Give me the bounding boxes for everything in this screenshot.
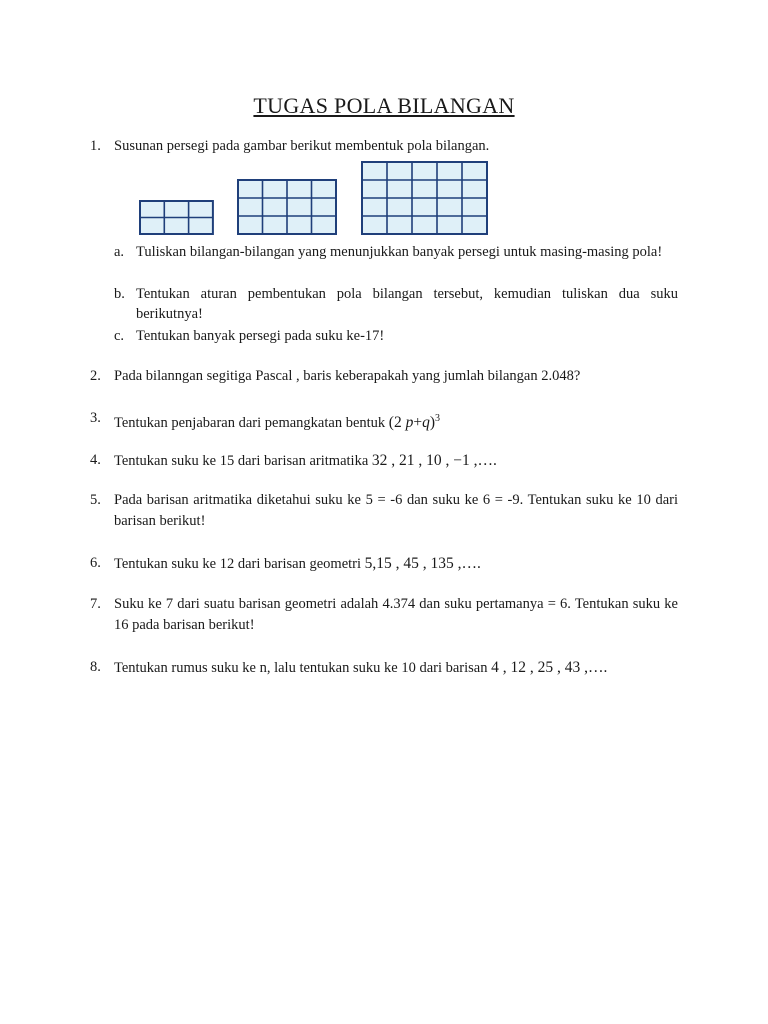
question-text: Pada barisan aritmatika diketahui suku ke 5 = -6 dan suku ke 6 = -9. Tentukan suku ke 10 dari barisan berikut! <box>114 492 678 529</box>
question-number: 6. <box>90 555 101 571</box>
subitem-c <box>114 326 678 346</box>
subitem-text: Tuliskan bilangan-bilangan yang menunjukkan banyak persegi untuk masing-masing pola! <box>136 244 663 260</box>
question-text: Tentukan suku ke 12 dari barisan geometri <box>114 556 365 572</box>
variable-q: q <box>422 414 430 432</box>
question-number: 4. <box>90 452 101 468</box>
question-4 <box>90 450 678 472</box>
subitem-letter: b. <box>114 286 125 302</box>
question-text: Pada bilanngan segitiga Pascal , baris keberapakah yang jumlah bilangan 2.048? <box>114 368 581 384</box>
math-sequence: 5,15 , 45 , 135 ,…. <box>364 555 481 572</box>
subitem-b <box>114 284 678 324</box>
exponent: 3 <box>435 413 440 424</box>
math-sequence: 32 , 21 , 10 , −1 ,…. <box>371 452 497 469</box>
question-7 <box>90 594 678 636</box>
question-text-wrapper <box>114 450 678 472</box>
question-number: 5. <box>90 492 101 508</box>
question-text: Tentukan rumus suku ke n, lalu tentukan suku ke 10 dari barisan <box>114 660 492 676</box>
question-number: 7. <box>90 596 101 612</box>
question-text-wrapper <box>114 553 678 575</box>
question-3 <box>90 408 678 434</box>
question-text-wrapper <box>114 408 678 434</box>
paren-close: ) <box>429 414 435 432</box>
question-number: 3. <box>90 410 101 426</box>
math-expression <box>389 414 440 431</box>
subitem-a <box>114 242 678 262</box>
plus-sign: + <box>413 414 423 432</box>
question-2 <box>90 366 678 387</box>
subitem-text: Tentukan banyak persegi pada suku ke-17! <box>136 328 385 344</box>
question-number: 8. <box>90 659 101 675</box>
square-pattern-figure <box>0 0 768 240</box>
subitem-letter: a. <box>114 244 125 260</box>
paren-open: ( <box>388 414 394 432</box>
question-number: 2. <box>90 368 101 384</box>
subitem-letter: c. <box>114 328 125 344</box>
question-text: Tentukan penjabaran dari pemangkatan bentuk <box>114 415 389 432</box>
question-5 <box>90 490 678 532</box>
question-text: Susunan persegi pada gambar berikut membentuk pola bilangan. <box>114 138 490 154</box>
page-title: TUGAS POLA BILANGAN <box>253 93 515 118</box>
coefficient: 2 <box>393 414 402 432</box>
question-text: Tentukan suku ke 15 dari barisan aritmatika <box>114 453 372 469</box>
subitem-text: Tentukan aturan pembentukan pola bilangan tersebut, kemudian tuliskan dua suku berikutnya! <box>136 286 678 322</box>
variable-p: p <box>405 414 414 432</box>
question-text-wrapper <box>114 657 678 679</box>
question-number: 1. <box>90 138 101 154</box>
square-pattern-3 <box>362 162 487 234</box>
question-text: Suku ke 7 dari suatu barisan geometri adalah 4.374 dan suku pertamanya = 6. Tentukan suku ke 16 pada barisan berikut! <box>114 596 678 633</box>
square-pattern-1 <box>140 201 213 234</box>
math-sequence: 4 , 12 , 25 , 43 ,…. <box>491 659 608 676</box>
question-6 <box>90 553 678 575</box>
question-8 <box>90 657 678 679</box>
square-pattern-2 <box>238 180 336 234</box>
